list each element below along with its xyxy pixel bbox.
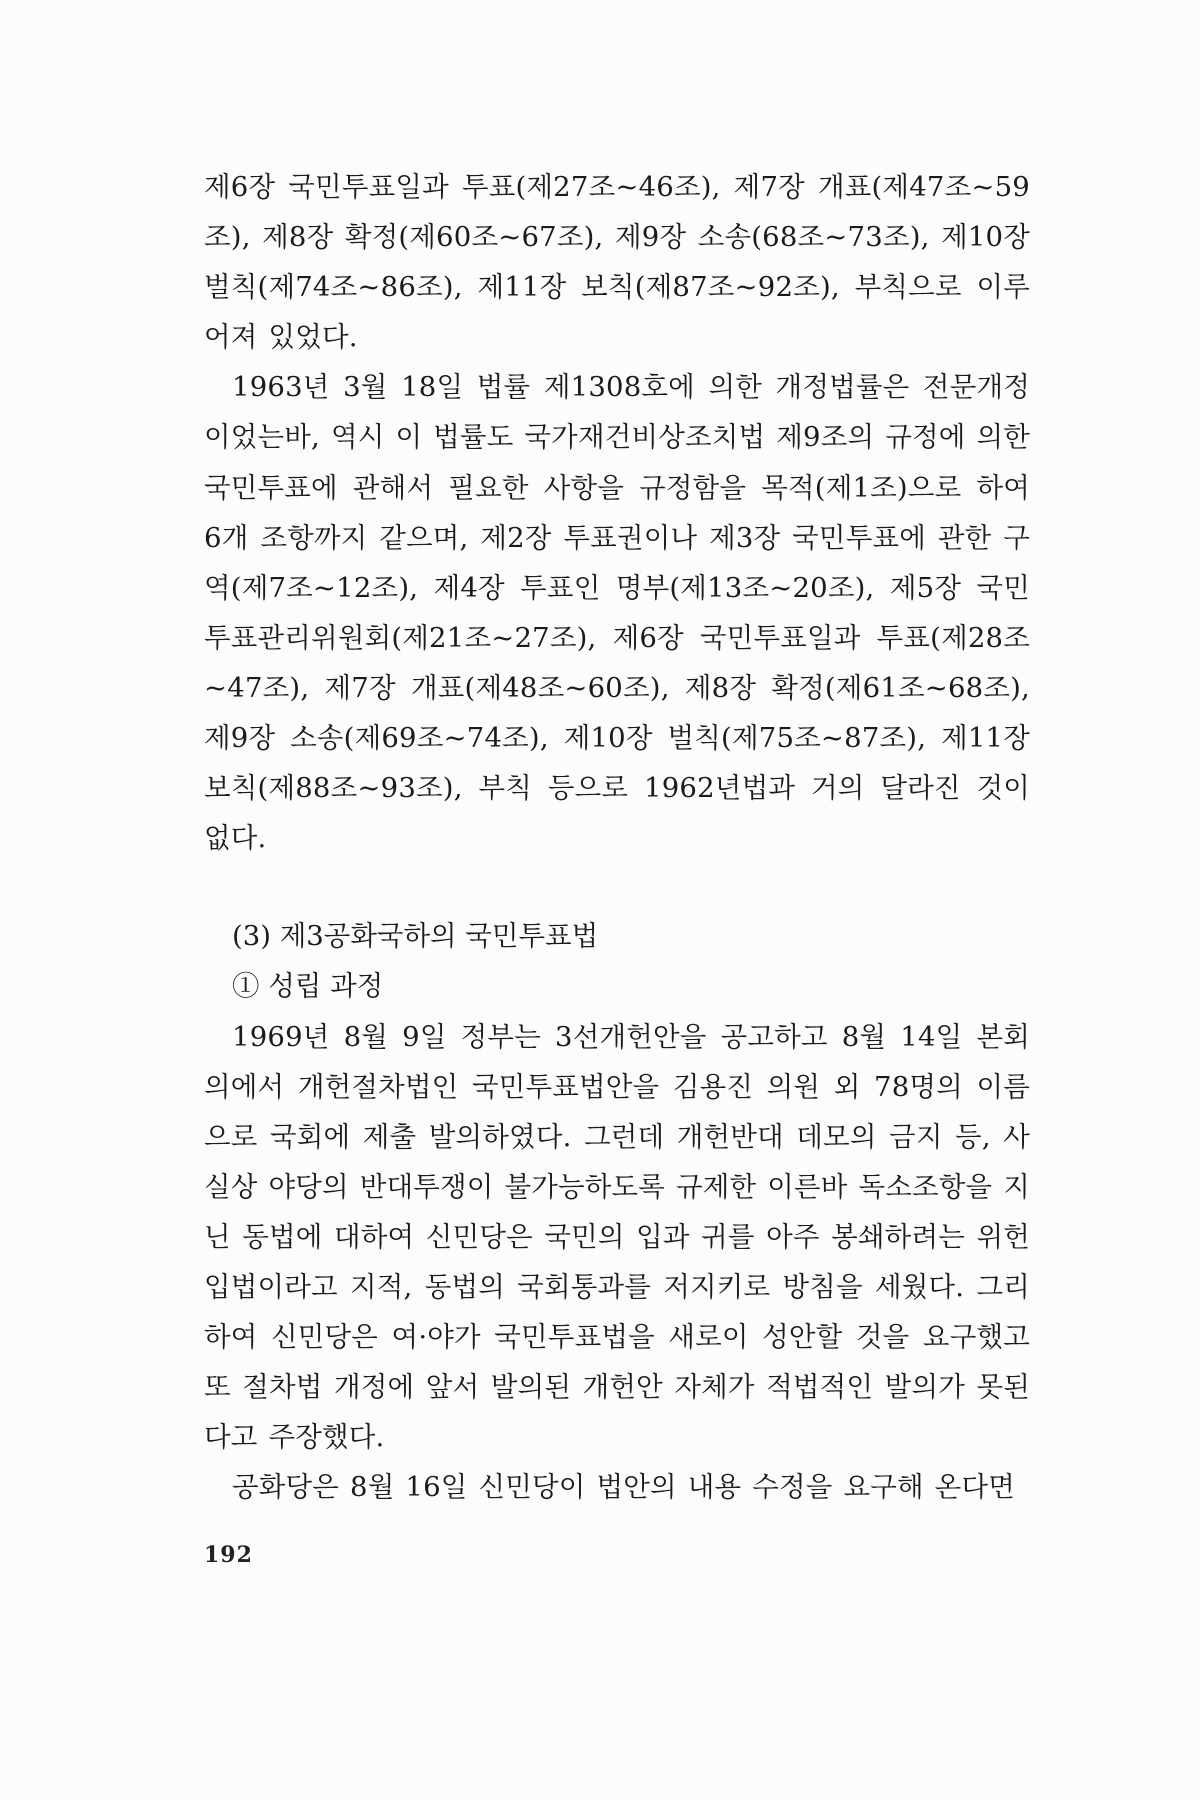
paragraph-1963-revision: 1963년 3월 18일 법률 제1308호에 의한 개정법률은 전문개정이었는바, 역시 이 법률도 국가재건비상조치법 제9조의 규정에 의한 국민투표에 관해서 필요한 사항을 규정함을 목적(제1조)으로 하여 6개 조항까지 같으며, 제2장 투표권이나 제3장 국민투표에 관한 구역(제7조~12조), 제4장 투표인 명부(제13조~20조), 제5장 국민투표관리위원회(제21조~27조), 제6장 국민투표일과 투표(제28조~47조), 제7장 개표(제48조~60조), 제8장 확정(제61조~68조), 제9장 소송(제69조~74조), 제10장 벌칙(제75조~87조), 제11장 보칙(제88조~93조), 부칙 등으로 1962년법과 거의 달라진 것이 없다. <box>204 371 1030 855</box>
paragraph-republican-party: 공화당은 8월 16일 신민당이 법안의 내용 수정을 요구해 온다면 <box>232 1471 1015 1504</box>
body-text <box>204 162 1030 1512</box>
section-spacer <box>204 863 1030 911</box>
paragraph-chapter-list: 제6장 국민투표일과 투표(제27조~46조), 제7장 개표(제47조~59조), 제8장 확정(제60조~67조), 제9장 소송(68조~73조), 제10장 벌칙(제74조~86조), 제11장 보칙(제87조~92조), 부칙으로 이루어져 있었다. <box>204 171 1030 354</box>
paragraph-1969-proposal: 1969년 8월 9일 정부는 3선개헌안을 공고하고 8월 14일 본회의에서 개헌절차법인 국민투표법안을 김용진 의원 외 78명의 이름으로 국회에 제출 발의하였다. 그런데 개헌반대 데모의 금지 등, 사실상 야당의 반대투쟁이 불가능하도록 규제한 이른바 독소조항을 지닌 동법에 대하여 신민당은 국민의 입과 귀를 아주 봉쇄하려는 위헌 입법이라고 지적, 동법의 국회통과를 저지키로 방침을 세웠다. 그리하여 신민당은 여·야가 국민투표법을 새로이 성안할 것을 요구했고 또 절차법 개정에 앞서 발의된 개헌안 자체가 적법적인 발의가 못된다고 주장했다. <box>204 1020 1031 1454</box>
page-number: 192 <box>204 1542 253 1568</box>
subsection-heading: ① 성립 과정 <box>232 970 384 1003</box>
section-heading: (3) 제3공화국하의 국민투표법 <box>232 920 599 953</box>
